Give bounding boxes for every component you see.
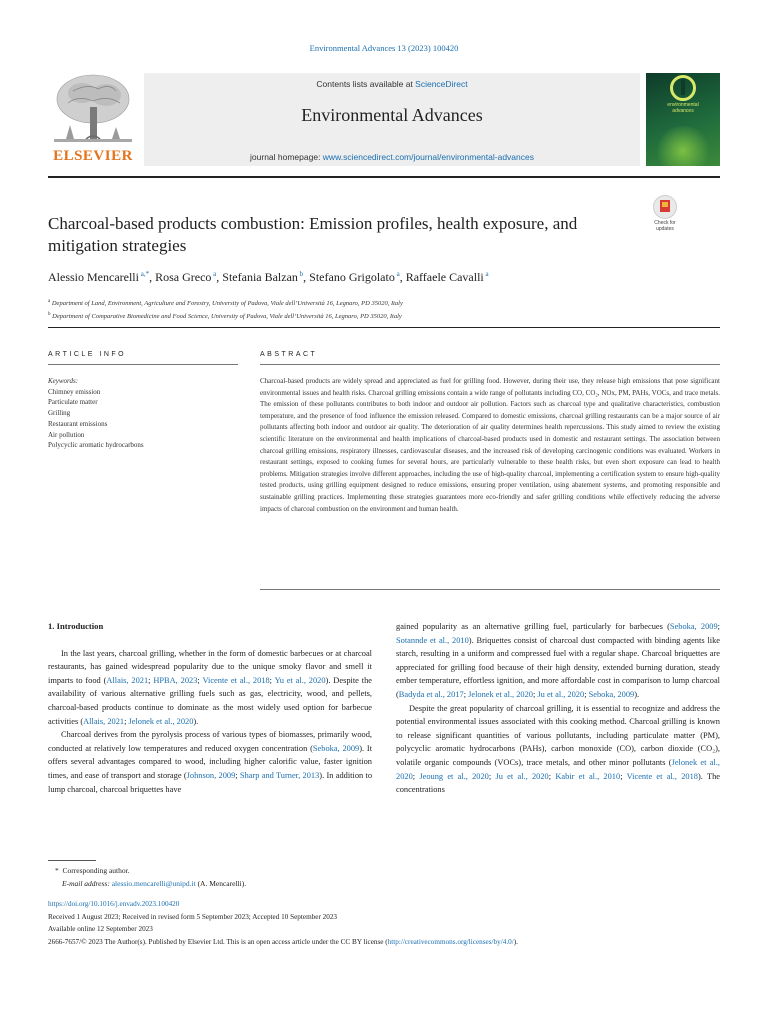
author-affiliation-mark[interactable]: a — [394, 270, 400, 278]
email-suffix: (A. Mencarelli). — [195, 879, 247, 888]
paragraph-text: ). It offers several advantages compared to wood, including higher calorific value, faster ignition times, and ease of transport and storage ( — [48, 743, 373, 780]
available-online: Available online 12 September 2023 — [48, 925, 153, 933]
journal-header — [48, 73, 720, 166]
contents-line — [144, 79, 640, 89]
paragraph-text: Charcoal derives from the pyrolysis process of various types of biomasses, primarily wood, conducted at relatively low temperatures and reduced oxygen concentration ( — [48, 730, 372, 753]
paragraph-text: Despite the great popularity of charcoal grilling, it is essential to recognize and address the potential environmental issues associated with this cooking method. Charcoal grilling is known to release significant quantities of various pollutants, including particulate matter (PM), polycyclic aromatic hydrocarbons (PAHs), carbon monoxide (CO), carbon dioxide (CO₂), volatile organic compounds (VOCs), trace metals, and other minor pollutants ( — [396, 703, 720, 767]
reference-link[interactable]: Ju et al., 2020 — [495, 771, 549, 781]
affiliations — [48, 296, 720, 322]
journal-homepage-link[interactable]: www.sciencedirect.com/journal/environmental-advances — [322, 152, 534, 162]
check-updates-icon — [653, 195, 677, 219]
author-list: Alessio Mencarelli $^{a,*}$, Rosa Greco $^a$, Stefania Balzan $^b$, Stefano Grigolato $^a$, Raffaele Cavalli $^a$ — [48, 270, 489, 284]
reference-link[interactable]: Vicente et al., 2018 — [202, 675, 270, 685]
sciencedirect-link[interactable]: ScienceDirect — [415, 79, 468, 89]
abstract-text: Charcoal-based products are widely spread and appreciated as fuel for grilling food. However, during their use, they release high emissions that pose significant environmental issues and health risks. Charcoal grilling emissions contain a wide range of pollutants including CO, CO₂, NOx, PM, PAHs, VOCs, and trace metals. The emission of these pollutants contributes to both indoor and outdoor air pollution. Factors such as charcoal type and qualitative characteristics, combustion temperature, and the presence of food influence the emission released. Compared to domestic emissions, charcoal grilling restaurants can be a major source of air pollutants affecting both indoor and outdoor air quality. The deterioration of air quality determines health repercussions. This study aimed to review the existing scientific literature on the environmental and health implications of charcoal-based products used in domestic and restaurant settings. The association between charcoal grilling emissions, respiratory illnesses, cardiovascular diseases, and the increased risk of developing carcinogenic conditions was evaluated. Workers in restaurant settings, exposed to cooking fumes for several hours, are particularly vulnerable to these health risks, but even short exposure can lead to health problems. Mitigation strategies involve different approaches, including the use of high-quality charcoal, implementing a certification system to ensure high-quality tested products, using grilling equipment designed to reduce emissions, ensuring proper ventilation, using abatement systems, and promoting responsible and sustainable grilling practices. Implementing these strategies guarantees more eco-friendly and safer grilling conditions while effectively reducing the adverse impacts of charcoal combustion on the environment and human health. — [260, 377, 720, 513]
paragraph-text: ). Briquettes consist of charcoal dust compacted with binding agents like starch, resulting in a uniform and compressed fuel with a regular shape. Charcoal briquettes are appreciated for grilling food because of their high density, extended burning duration, steady ember temperature, effortless ignition, and more affordable cost in comparison to lump charcoal ( — [396, 635, 721, 699]
intro-paragraph-2 — [48, 728, 372, 796]
affiliation-mark: b — [48, 312, 51, 318]
doi-line — [48, 899, 179, 910]
affiliation-text: Department of Comparative Biomedicine and Food Science, University of Padova, Viale dell’Università 16, Legnaro, PD 35020, Italy — [50, 313, 402, 321]
paragraph-text: ; — [548, 771, 556, 781]
keyword-item: Chimney emission — [48, 387, 101, 396]
bookmark-icon — [660, 200, 670, 212]
reference-link[interactable]: Sharp and Turner, 2013 — [239, 770, 320, 780]
article-info-rule — [48, 364, 238, 365]
author-affiliation-mark[interactable]: a — [211, 270, 217, 278]
paragraph-text: ; — [235, 770, 240, 780]
reference-link[interactable]: Yu et al., 2020 — [274, 675, 326, 685]
reference-link[interactable]: Vicente et al., 2018 — [626, 771, 698, 781]
reference-link[interactable]: HPBA, 2023 — [153, 675, 198, 685]
contents-prefix: Contents lists available at — [316, 79, 416, 89]
paragraph-text: ; — [197, 675, 203, 685]
right-column — [396, 620, 720, 797]
intro-paragraph-4 — [396, 702, 720, 797]
author-affiliation-mark[interactable]: a — [483, 270, 489, 278]
corresponding-label: Corresponding author. — [62, 866, 130, 875]
keyword-list — [48, 387, 238, 451]
cover-text-line1: environmental — [667, 102, 699, 108]
elsevier-wordmark: ELSEVIER — [53, 148, 133, 164]
paragraph-text: In the last years, charcoal grilling, whether in the form of domestic barbecues or at charcoal restaurants, has gained widespread popularity due to the unique smoky flavor and smell it imparts to food ( — [48, 648, 372, 685]
paragraph-text: ; — [463, 689, 469, 699]
affiliation-item — [48, 309, 720, 322]
paragraph-text: ; — [488, 771, 496, 781]
reference-link[interactable]: Seboka, 2009 — [669, 622, 718, 631]
cover-text-line2: advances — [672, 108, 694, 114]
paragraph-text: ; — [412, 771, 420, 781]
reference-link[interactable]: Johnson, 2009 — [186, 770, 236, 780]
elsevier-logo[interactable] — [48, 73, 138, 166]
keywords-label: Keywords: — [48, 377, 79, 385]
elsevier-tree-icon — [48, 73, 138, 147]
reference-link[interactable]: Allais, 2021 — [83, 716, 125, 726]
paragraph-text: ; — [717, 622, 720, 631]
keyword-item: Polycyclic aromatic hydrocarbons — [48, 441, 144, 450]
paragraph-text: ; — [269, 675, 275, 685]
keywords-section — [48, 376, 238, 451]
paragraph-text: ; — [148, 675, 154, 685]
license-prefix: 2666-7657/© 2023 The Author(s). Published by Elsevier Ltd. This is an open access article under the CC BY license ( — [48, 938, 388, 946]
check-for-updates-button[interactable] — [649, 195, 681, 231]
keyword-item: Grilling — [48, 409, 71, 418]
footnote-rule — [48, 860, 96, 861]
keyword-item: Air pollution — [48, 430, 85, 439]
article-info-heading: ARTICLE INFO — [48, 351, 127, 358]
license-link[interactable]: http://creativecommons.org/licenses/by/4.0/ — [387, 938, 514, 946]
paragraph-text: ; — [620, 771, 627, 781]
author-name[interactable]: Stefano Grigolato — [309, 270, 395, 284]
affiliation-item — [48, 296, 720, 309]
reference-link[interactable]: Jelonek et al., 2020 — [128, 716, 194, 726]
paragraph-text: ). — [193, 716, 199, 726]
keyword-item: Restaurant emissions — [48, 419, 108, 428]
email-note — [62, 879, 246, 888]
corresponding-author-note — [55, 866, 130, 875]
affiliation-mark: a — [48, 299, 51, 304]
homepage-line — [144, 152, 640, 162]
journal-cover-image[interactable] — [646, 73, 720, 166]
affiliation-divider — [48, 327, 720, 328]
paragraph-text: ; — [533, 689, 538, 699]
reference-link[interactable]: Ju et al., 2020 — [537, 689, 585, 699]
author-name[interactable]: Raffaele Cavalli — [405, 270, 484, 284]
reference-link[interactable]: Jelonek et al., 2020 — [396, 757, 720, 781]
article-title: Charcoal-based products combustion: Emission profiles, health exposure, and mitigation strategies — [48, 214, 578, 255]
cover-text — [646, 102, 720, 114]
paragraph-text: ). Despite the availability of various alternative grilling fuels such as gas, electricity, wood, and pellets, charcoal-based products continue to dominate as the most widely used option for barbecue activities ( — [48, 675, 372, 726]
reference-link[interactable]: Badyda et al., 2017 — [398, 689, 464, 699]
received-dates: Received 1 August 2023; Received in revised form 5 September 2023; Accepted 10 September 2023 — [48, 913, 338, 921]
abstract-heading: ABSTRACT — [260, 351, 318, 358]
check-updates-line1: Check for — [654, 220, 676, 226]
journal-citation[interactable]: Environmental Advances 13 (2023) 100420 — [309, 43, 459, 53]
author-name[interactable]: Alessio Mencarelli — [48, 270, 139, 284]
author-name[interactable]: Stefania Balzan — [222, 270, 298, 284]
left-column — [48, 620, 372, 796]
homepage-prefix: journal homepage: — [250, 152, 323, 162]
paragraph-text: ; — [584, 689, 589, 699]
author-affiliation-mark[interactable]: b — [297, 270, 304, 278]
reference-link[interactable]: Allais, 2021 — [106, 675, 149, 685]
cover-glow — [654, 126, 712, 166]
header-divider — [48, 176, 720, 178]
email-label: E-mail address: — [62, 879, 112, 888]
author-name[interactable]: Rosa Greco — [155, 270, 212, 284]
reference-link[interactable]: Jeoung et al., 2020 — [419, 771, 489, 781]
check-updates-line2: updates — [656, 226, 674, 232]
author-affiliation-mark[interactable]: a,* — [138, 270, 150, 278]
intro-paragraph-1 — [48, 647, 372, 729]
paragraph-text: gained popularity as an alternative grilling fuel, particularly for barbecues ( — [396, 622, 670, 631]
paragraph-text: ). — [634, 689, 640, 699]
paragraph-text: ). The concentrations — [396, 771, 720, 795]
abstract-rule — [260, 364, 720, 365]
journal-banner — [144, 73, 640, 166]
license-suffix: ). — [513, 938, 518, 946]
reference-link[interactable]: Jelonek et al., 2020 — [468, 689, 533, 699]
affiliation-text: Department of Land, Environment, Agriculture and Forestry, University of Padova, Viale dell’Università 16, Legnaro, PD 35020, Italy — [50, 300, 403, 308]
reference-link[interactable]: Sotannde et al., 2010 — [396, 635, 469, 645]
paragraph-text: ; — [124, 716, 129, 726]
paragraph-text: ). In addition to lump charcoal, charcoal briquettes have — [48, 770, 373, 794]
abstract-bottom-rule — [260, 589, 720, 590]
introduction-heading: 1. Introduction — [48, 621, 104, 631]
corresponding-mark: * — [55, 866, 59, 875]
journal-title: Environmental Advances — [301, 105, 483, 125]
keyword-item: Particulate matter — [48, 398, 98, 407]
reference-link[interactable]: Kabir et al., 2010 — [555, 771, 621, 781]
intro-paragraph-3 — [396, 620, 720, 702]
cover-logo-stroke — [681, 79, 685, 95]
check-updates-label — [649, 220, 681, 232]
license-line — [48, 937, 728, 948]
doi-link[interactable]: https://doi.org/10.1016/j.envadv.2023.100420 — [48, 900, 180, 908]
author-email-link[interactable]: alessio.mencarelli@unipd.it — [111, 879, 196, 888]
reference-link[interactable]: Seboka, 2009 — [312, 743, 360, 753]
reference-link[interactable]: Seboka, 2009 — [588, 689, 635, 699]
